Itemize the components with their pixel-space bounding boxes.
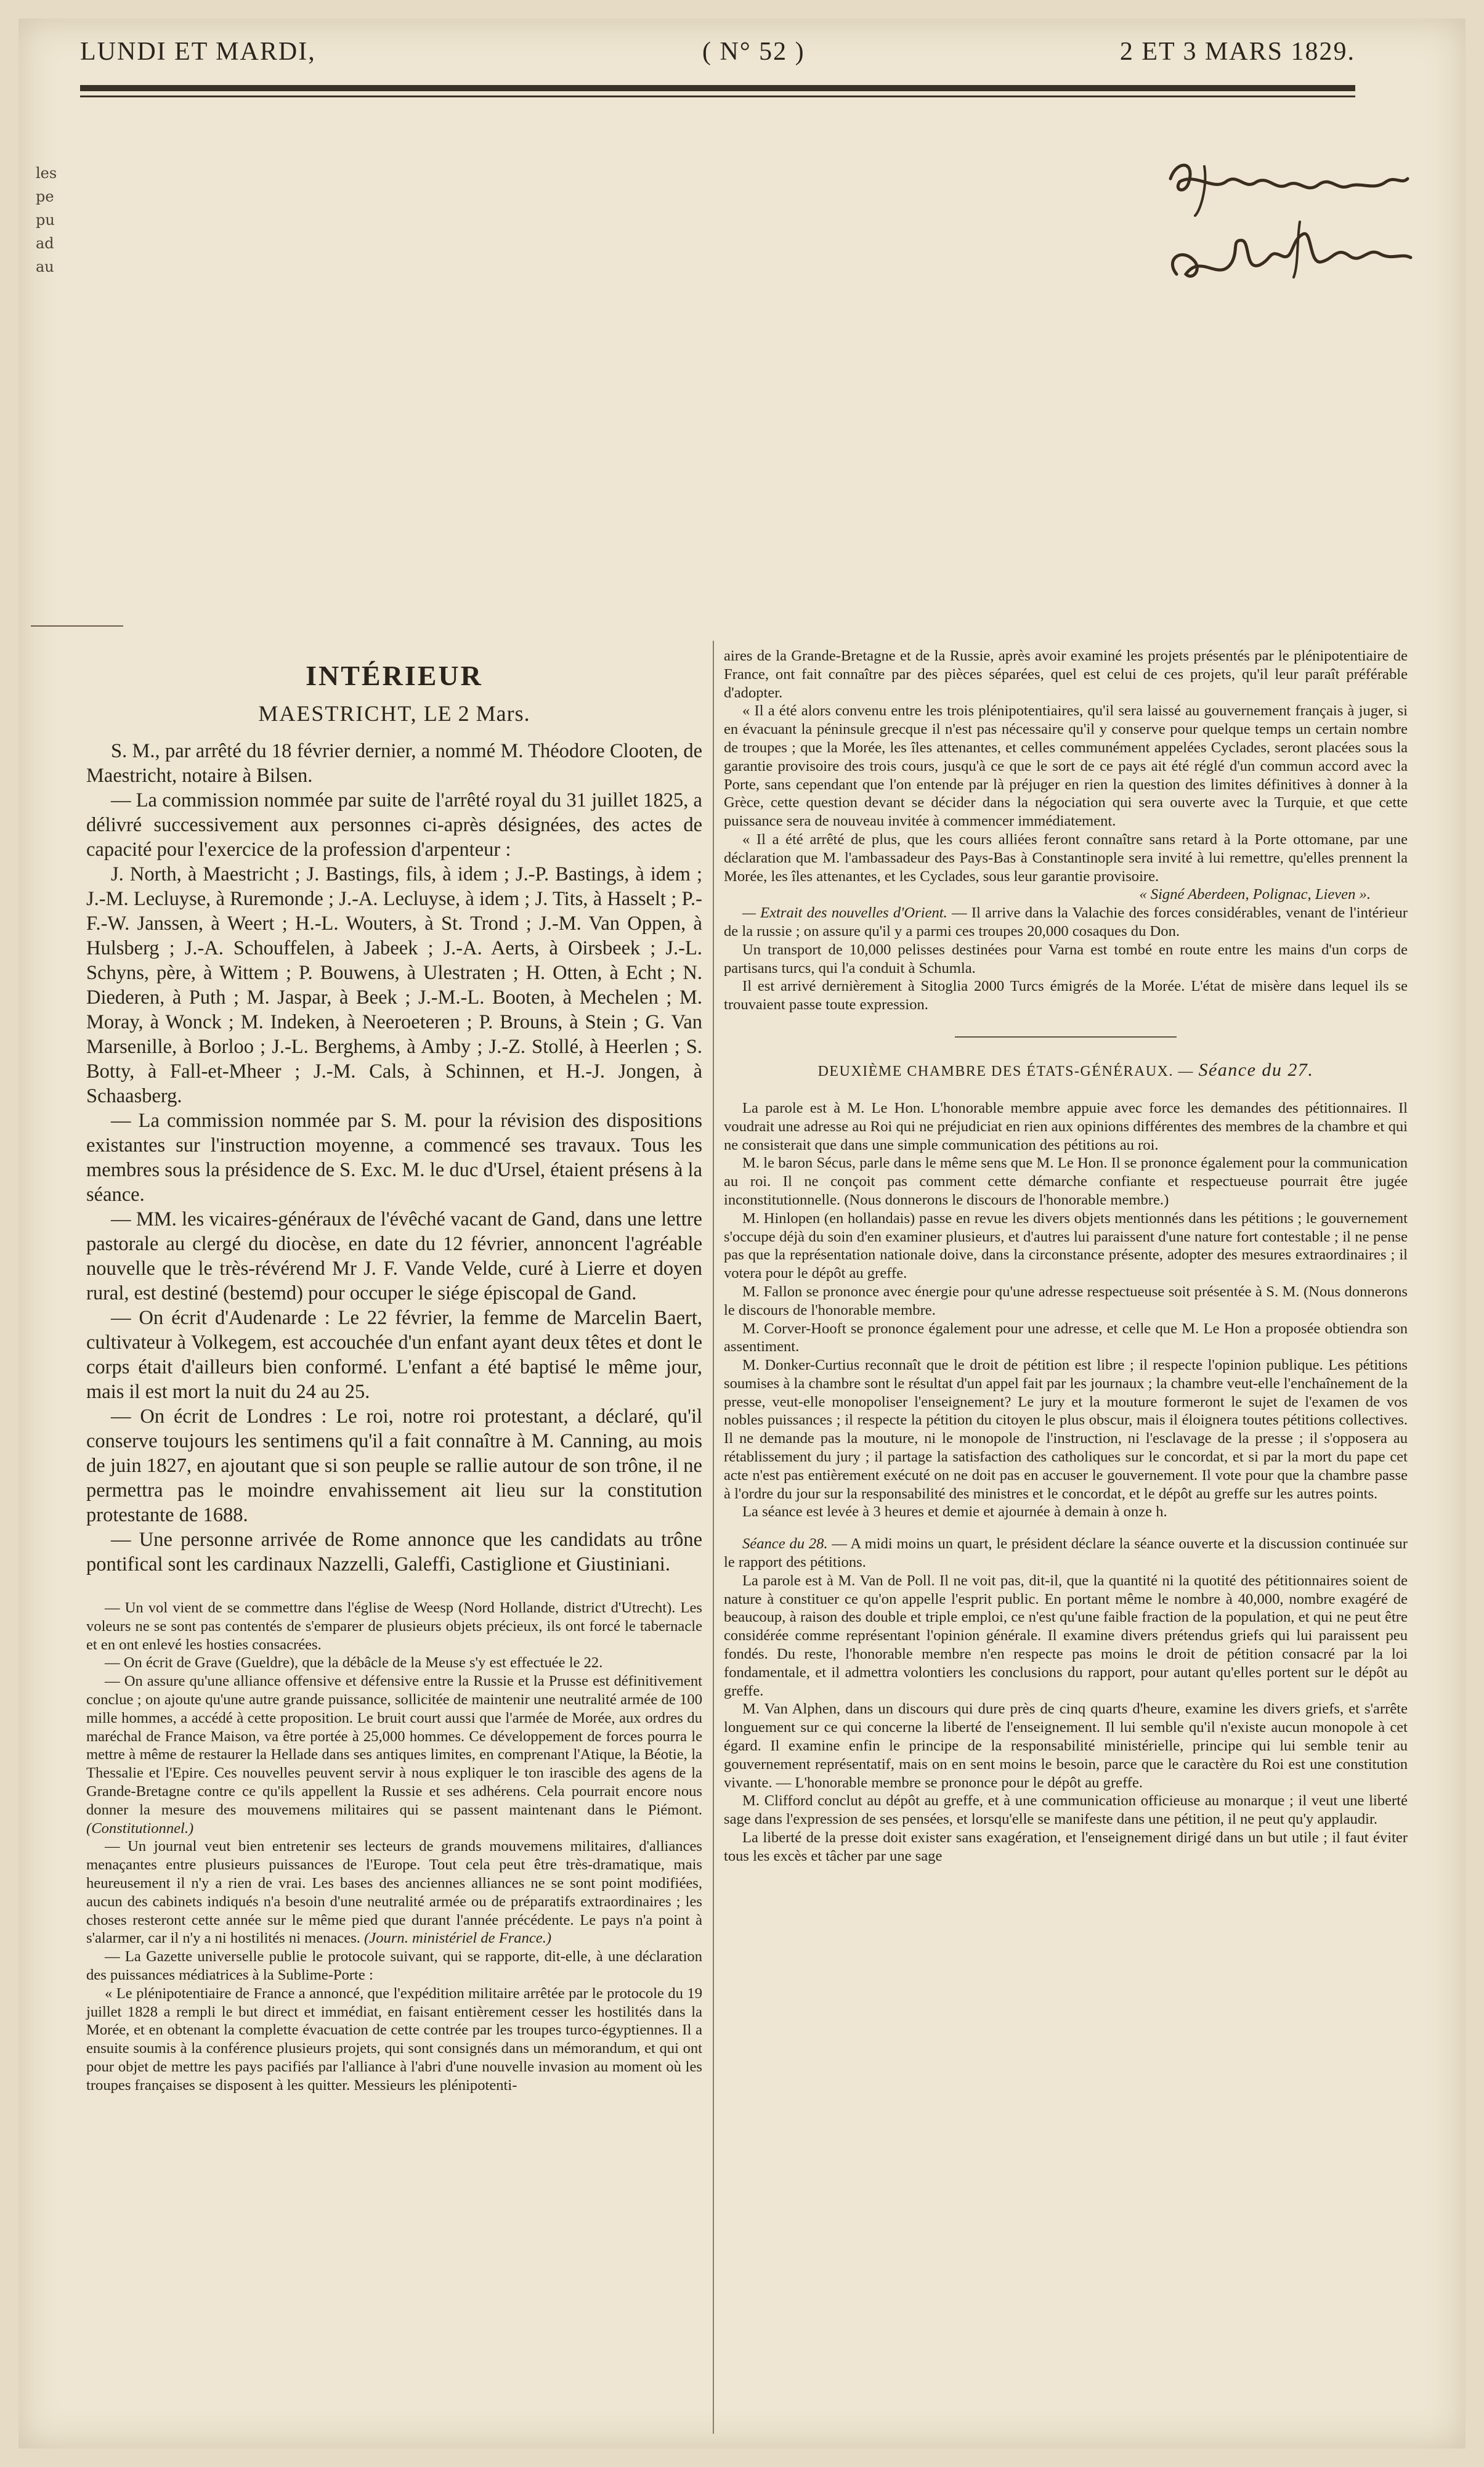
margin-fragment-word: les [36,165,57,182]
chambre-seance: Séance du 27. [1198,1059,1314,1080]
article-paragraph: — Une personne arrivée de Rome annonce que les candidats au trône pontifical sont les cardinaux Nazzelli, Galeffi, Castiglione et Giustiniani. [86,1529,702,1575]
orient-paragraph: Un transport de 10,000 pelisses destinées pour Varna est tombé en route entre les mains d'un corps de partisans turcs, qui l'a conduit à Schumla. [724,941,1408,977]
column-divider [713,641,714,2434]
right-column [724,647,1408,1866]
news-brief: — La Gazette universelle publie le protocole suivant, qui se rapporte, dit-elle, à une déclaration des puissances médiatrices à la Sublime-Porte : [86,1948,702,1983]
margin-fragment-word: ad [36,235,54,252]
handwritten-signature [1158,148,1423,314]
left-column [86,647,702,2095]
orient-heading: — Extrait des nouvelles d'Orient. [742,904,947,922]
news-brief-text: — On assure qu'une alliance offensive et défensive entre la Russie et la Prusse est définitivement conclue ; on ajoute qu'une autre grande puissance, sollicitée de maintenir une neutralité armée de 100 mille hommes, a accédé à cette proposition. Le bruit court aussi que l'armée de Morée, aux ordres du maréchal de France Maison, va être portée à 25,000 hommes. Ce développement de forces pourra le mettre à même de restaurer la Hellade dans ses antiques limites, en comprenant l'Atique, la Béotie, la Thessalie et l'Epire. Ces nouvelles peuvent servir à nous expliquer le ton irascible des agens de la Grande-Bretagne contre ce qu'ils appellent la Russie et ses adhérens. Cela pourrait encore nous donner la mesure des mouvemens militaires qui se passent maintenant dans le Piémont. [86,1673,702,1818]
article-paragraph: — MM. les vicaires-généraux de l'évêché vacant de Gand, dans une lettre pastorale au clergé du diocèse, en date du 12 février, annoncent l'agréable nouvelle que le très-révérend Mr J. F. Vande Velde, curé à Lierre et doyen rural, est destiné (bestemd) pour occuper le siége épiscopal de Gand. [86,1208,702,1304]
article-paragraph: J. North, à Maestricht ; J. Bastings, fils, à idem ; J.-P. Bastings, à idem ; J.-M. Lecluyse, à Ruremonde ; J.-A. Lecluyse, à idem ; J. Tits, à Hasselt ; P.-F.-W. Janssen, à Weert ; H.-L. Wouters, à St. Trond ; J.-M. Van Oppen, à Hulsberg ; J.-A. Schouffelen, à Jabeek ; J.-A. Aerts, à Oirsbeek ; J.-L. Schyns, père, à Wittem ; P. Bouwens, à Ulestraten ; H. Otten, à Echt ; N. Diederen, à Puth ; M. Jaspar, à Beek ; J.-M.-L. Booten, à Mechelen ; M. Moray, à Wonck ; M. Indeken, à Neeroeteren ; P. Brouns, à Stein ; G. Van Marsenille, à Borloo ; J.-L. Berghems, à Amby ; J.-Z. Stollé, à Heerlen ; S. Botty, à Fall-et-Mheer ; J.-M. Cals, à Schinnen, et H.-J. Jongen, à Schaasberg. [86,863,702,1107]
article-paragraph: — On écrit de Londres : Le roi, notre roi protestant, a déclaré, qu'il conserve toujours les sentimens qu'il a fait connaître à M. Canning, au mois de juin 1827, en ajoutant que si son peuple se rallie autour de son trône, il ne permettra pas le moindre envahissement ait lieu sur la constitution protestante de 1688. [86,1405,702,1526]
left-margin-rule [31,625,123,627]
dateline-city: MAESTRICHT, [258,701,418,726]
news-brief [86,1672,702,1837]
margin-fragment [36,161,67,278]
debate-paragraph: La liberté de la presse doit exister sans exagération, et l'enseignement dirigé dans un but utile ; il faut éviter tous les excès et tâcher par une sage [724,1829,1408,1864]
dateline [86,701,702,726]
protocol-paragraph: aires de la Grande-Bretagne et de la Russie, après avoir examiné les projets présentés par le plénipotentiaire de France, ont fait connaître par des pièces séparées, quel est celui de ces projets, qu'il leur paraît préférable d'adopter. [724,648,1408,701]
source-attribution: (Journ. ministériel de France.) [364,1930,552,1947]
chambre-heading [724,1060,1408,1081]
seance-28-text: — A midi moins un quart, le président déclare la séance ouverte et la discussion continuée sur le rapport des pétitions. [724,1535,1408,1571]
source-attribution: (Constitutionnel.) [86,1819,194,1837]
masthead-issue-number: ( N° 52 ) [702,38,805,66]
masthead-day: LUNDI ET MARDI, [80,38,316,66]
debate-paragraph: La parole est à M. Van de Poll. Il ne voit pas, dit-il, que la quantité ni la quotité des pétitionnaires soient de nature à constituer ce qu'on appelle l'esprit public. En portant même le nombre à 40,000, nombre exagéré de beaucoup, à raison des double et triple emploi, ce n'est qu'une faible fraction de la population, et qui ne peut être considérée comme représentant l'opinion générale. Il examine divers prétendus griefs qui lui paraissent peu fondés. Du reste, l'honorable membre n'en respecte pas moins le droit de pétition consacré par la loi fondamentale, et il admettra volontiers les conclusions du rapport, pour autant qu'elles portent sur le dépôt au greffe. [724,1572,1408,1699]
margin-fragment-word: pe [36,188,54,205]
debate-paragraph: La séance est levée à 3 heures et demie et ajournée à demain à onze h. [742,1503,1167,1521]
masthead-rule-thick [80,85,1355,91]
protocol-paragraph: « Il a été arrêté de plus, que les cours alliées feront connaître sans retard à la Porte ottomane, par une déclaration que M. l'ambassadeur des Pays-Bas à Constantinople sera invité à lui remettre, qu'elles prennent la Morée, les îles attenantes, et les Cyclades, sous leur garantie provisoire. [724,831,1408,885]
orient-paragraph [724,904,1408,941]
debate-paragraph: M. Donker-Curtius reconnaît que le droit de pétition est libre ; il respecte l'opinion publique. Les pétitions soumises à la chambre sont le résultat d'un appel fait par les journaux ; la chambre veut-elle l'enchaînement de la presse, veut-elle monopoliser l'enseignement? Le jury et la mouture formeront le sujet de l'examen de vos nobles puissances ; il respecte la pétition du citoyen le plus obscur, mais il éloignera toutes pétitions collectives. Il ne demande pas la mouture, ni le monopole de l'instruction, ni l'esclavage de la presse ; il s'opposera au rétablissement du jury ; il partage la satisfaction des catholiques sur le concordat, et si par la mort du pape cet acte n'est pas entièrement exécuté on ne doit pas en accuser le gouvernement. Il vote pour que la chambre passe à l'ordre du jour sur la responsabilité des ministres et le concordat, et le dépôt au greffe sur les autres points. [724,1357,1408,1502]
dateline-date: LE 2 Mars. [423,701,530,726]
article-paragraph: S. M., par arrêté du 18 février dernier, a nommé M. Théodore Clooten, de Maestricht, notaire à Bilsen. [86,740,702,787]
article-paragraph: — La commission nommée par S. M. pour la révision des dispositions existantes sur l'instruction moyenne, a commencé ses travaux. Tous les membres sous la présidence de S. Exc. M. le duc d'Ursel, étaient présens à la séance. [86,1110,702,1206]
margin-fragment-word: pu [36,211,55,229]
news-brief-text: — Un journal veut bien entretenir ses lecteurs de grands mouvemens militaires, d'alliances menaçantes entre plusieurs puissances de l'Europe. Tout cela peut être très-dramatique, mais heureusement il n'y a rien de vrai. Les bases des anciennes alliances ne se sont point modifiées, aucun des cabinets indiqués n'a besoin d'une neutralité armée ou de préparatifs extraordinaires ; les choses resteront cette année sur le même pied que durant l'année précédente. Le pays n'a point à s'alarmer, car il n'y a ni hostilités ni menaces. [86,1838,702,1947]
debate-paragraph: M. Van Alphen, dans un discours qui dure près de cinq quarts d'heure, examine les divers griefs, et s'arrête longuement sur ce qui concerne la liberté de l'enseignement. Il lui semble qu'il n'existe aucun monopole à cet égard. Il examine enfin le principe de la responsabilité ministérielle, principe qui lui semble tenir au gouvernement représentatif, mais on en sent moins le besoin, parce que le caractère du Roi est une constitution vivante. — L'honorable membre se prononce pour le dépôt au greffe. [724,1701,1408,1791]
seance-28-paragraph [724,1535,1408,1572]
section-title: INTÉRIEUR [306,660,483,691]
chambre-title: DEUXIÈME CHAMBRE DES ÉTATS-GÉNÉRAUX. — [817,1063,1194,1079]
orient-text: — Il arrive dans la Valachie des forces considérables, venant de l'intérieur de la russie ; on assure qu'il y a parmi ces troupes 20,000 cosaques du Don. [724,904,1408,940]
news-brief: — On écrit de Grave (Gueldre), que la débâcle de la Meuse s'y est effectuée le 22. [105,1654,603,1672]
seance-28-heading: Séance du 28. [742,1535,828,1553]
news-brief: — Un vol vient de se commettre dans l'église de Weesp (Nord Hollande, district d'Utrecht). Les voleurs ne se sont pas contentés de s'emparer de plusieurs objets précieux, ils ont forcé le tabernacle et en ont enlevé les hosties consacrées. [86,1599,702,1653]
debate-paragraph: M. Corver-Hooft se prononce également pour une adresse, et celle que M. Le Hon a proposée obtiendra son assentiment. [724,1320,1408,1355]
debate-paragraph: M. le baron Sécus, parle dans le même sens que M. Le Hon. Il se prononce également pour la communication au roi. Il ne conçoit pas comment cette démarche confiante et respectueuse pourrait être jugée inconstitutionnelle. (Nous donnerons le discours de l'honorable membre.) [724,1155,1408,1208]
article-paragraph: — On écrit d'Audenarde : Le 22 février, la femme de Marcelin Baert, cultivateur à Volkegem, est accouchée d'un enfant ayant deux têtes et dont le corps était d'ailleurs bien conformé. L'enfant a été baptisé le même jour, mais il est mort la nuit du 24 au 25. [86,1307,702,1403]
debate-paragraph: M. Clifford conclut au dépôt au greffe, et à une communication officieuse au monarque ; il veut une liberté sage dans l'expression de ses pensées, et lorsqu'elle se manifeste dans une pétition, il ne peut qu'y applaudir. [724,1792,1408,1828]
debate-paragraph: M. Hinlopen (en hollandais) passe en revue les divers objets mentionnés dans les pétitions ; le gouvernement s'occupe déjà du soin d'en examiner plusieurs, et d'autres lui paraissent d'une nature fort contestable ; il ne pense pas que la représentation nationale doive, dans la circonstance présente, adopter des mesures extraordinaires ; il votera pour le dépôt au greffe. [724,1209,1408,1282]
protocol-signature: « Signé Aberdeen, Polignac, Lieven ». [1139,886,1371,903]
section-separator [955,1036,1177,1038]
masthead [80,37,1355,74]
margin-fragment-word: au [36,258,54,275]
orient-paragraph: Il est arrivé dernièrement à Sitoglia 2000 Turcs émigrés de la Morée. L'état de misère dans lequel ils se trouvaient passe toute expression. [724,978,1408,1014]
masthead-date: 2 ET 3 MARS 1829. [1119,38,1355,66]
news-brief [86,1837,702,1948]
debate-paragraph: La parole est à M. Le Hon. L'honorable membre appuie avec force les demandes des pétitionnaires. Il voudrait une adresse au Roi qui ne préjudiciat en rien aux opinions différentes des membres de la chambre et qui ne consisterait que dans une simple communication des pétitions au roi. [724,1099,1408,1153]
masthead-rule-thin [80,96,1355,97]
news-brief: « Le plénipotentiaire de France a annoncé, que l'expédition militaire arrêtée par le protocole du 19 juillet 1828 a rempli le but direct et immédiat, en faisant entièrement cesser les hostilités dans la Morée, et en obtenant la complette évacuation de cette contrée par les troupes turco-égyptiennes. Il a ensuite soumis à la conférence plusieurs projets, qui sont consignés dans un mémorandum, et qui ont pour objet de mettre les pays pacifiés par l'alliance à l'abri d'une nouvelle invasion au moment où les troupes françaises se disposent à les quitter. Messieurs les plénipotenti- [86,1985,702,2094]
debate-paragraph: M. Fallon se prononce avec énergie pour qu'une adresse respectueuse soit présentée à S. M. (Nous donnerons le discours de l'honorable membre. [724,1283,1408,1319]
article-paragraph: — La commission nommée par suite de l'arrêté royal du 31 juillet 1825, a délivré successivement aux personnes ci-après désignées, des actes de capacité pour l'exercice de la profession d'arpenteur : [86,789,702,861]
protocol-paragraph: « Il a été alors convenu entre les trois plénipotentiaires, qu'il sera laissé au gouvernement français à juger, si en évacuant la péninsule grecque il n'est pas nécessaire qu'il y conserve pour quelque temps un certain nombre de troupes ; que la Morée, les îles attenantes, et celles communément appelées Cyclades, seront placées sous la garantie provisoire des trois cours, jusqu'à ce que le sort de ce pays ait été réglé d'un commun accord avec la Porte, sans cependant que l'on entende par là préjuger en rien la question des limites définitives à donner à la Grèce, cette question devant se décider dans la négociation qui sera ouverte avec la Turquie, et que cette puissance sera de nouveau invitée à commencer immédiatement. [724,702,1408,830]
